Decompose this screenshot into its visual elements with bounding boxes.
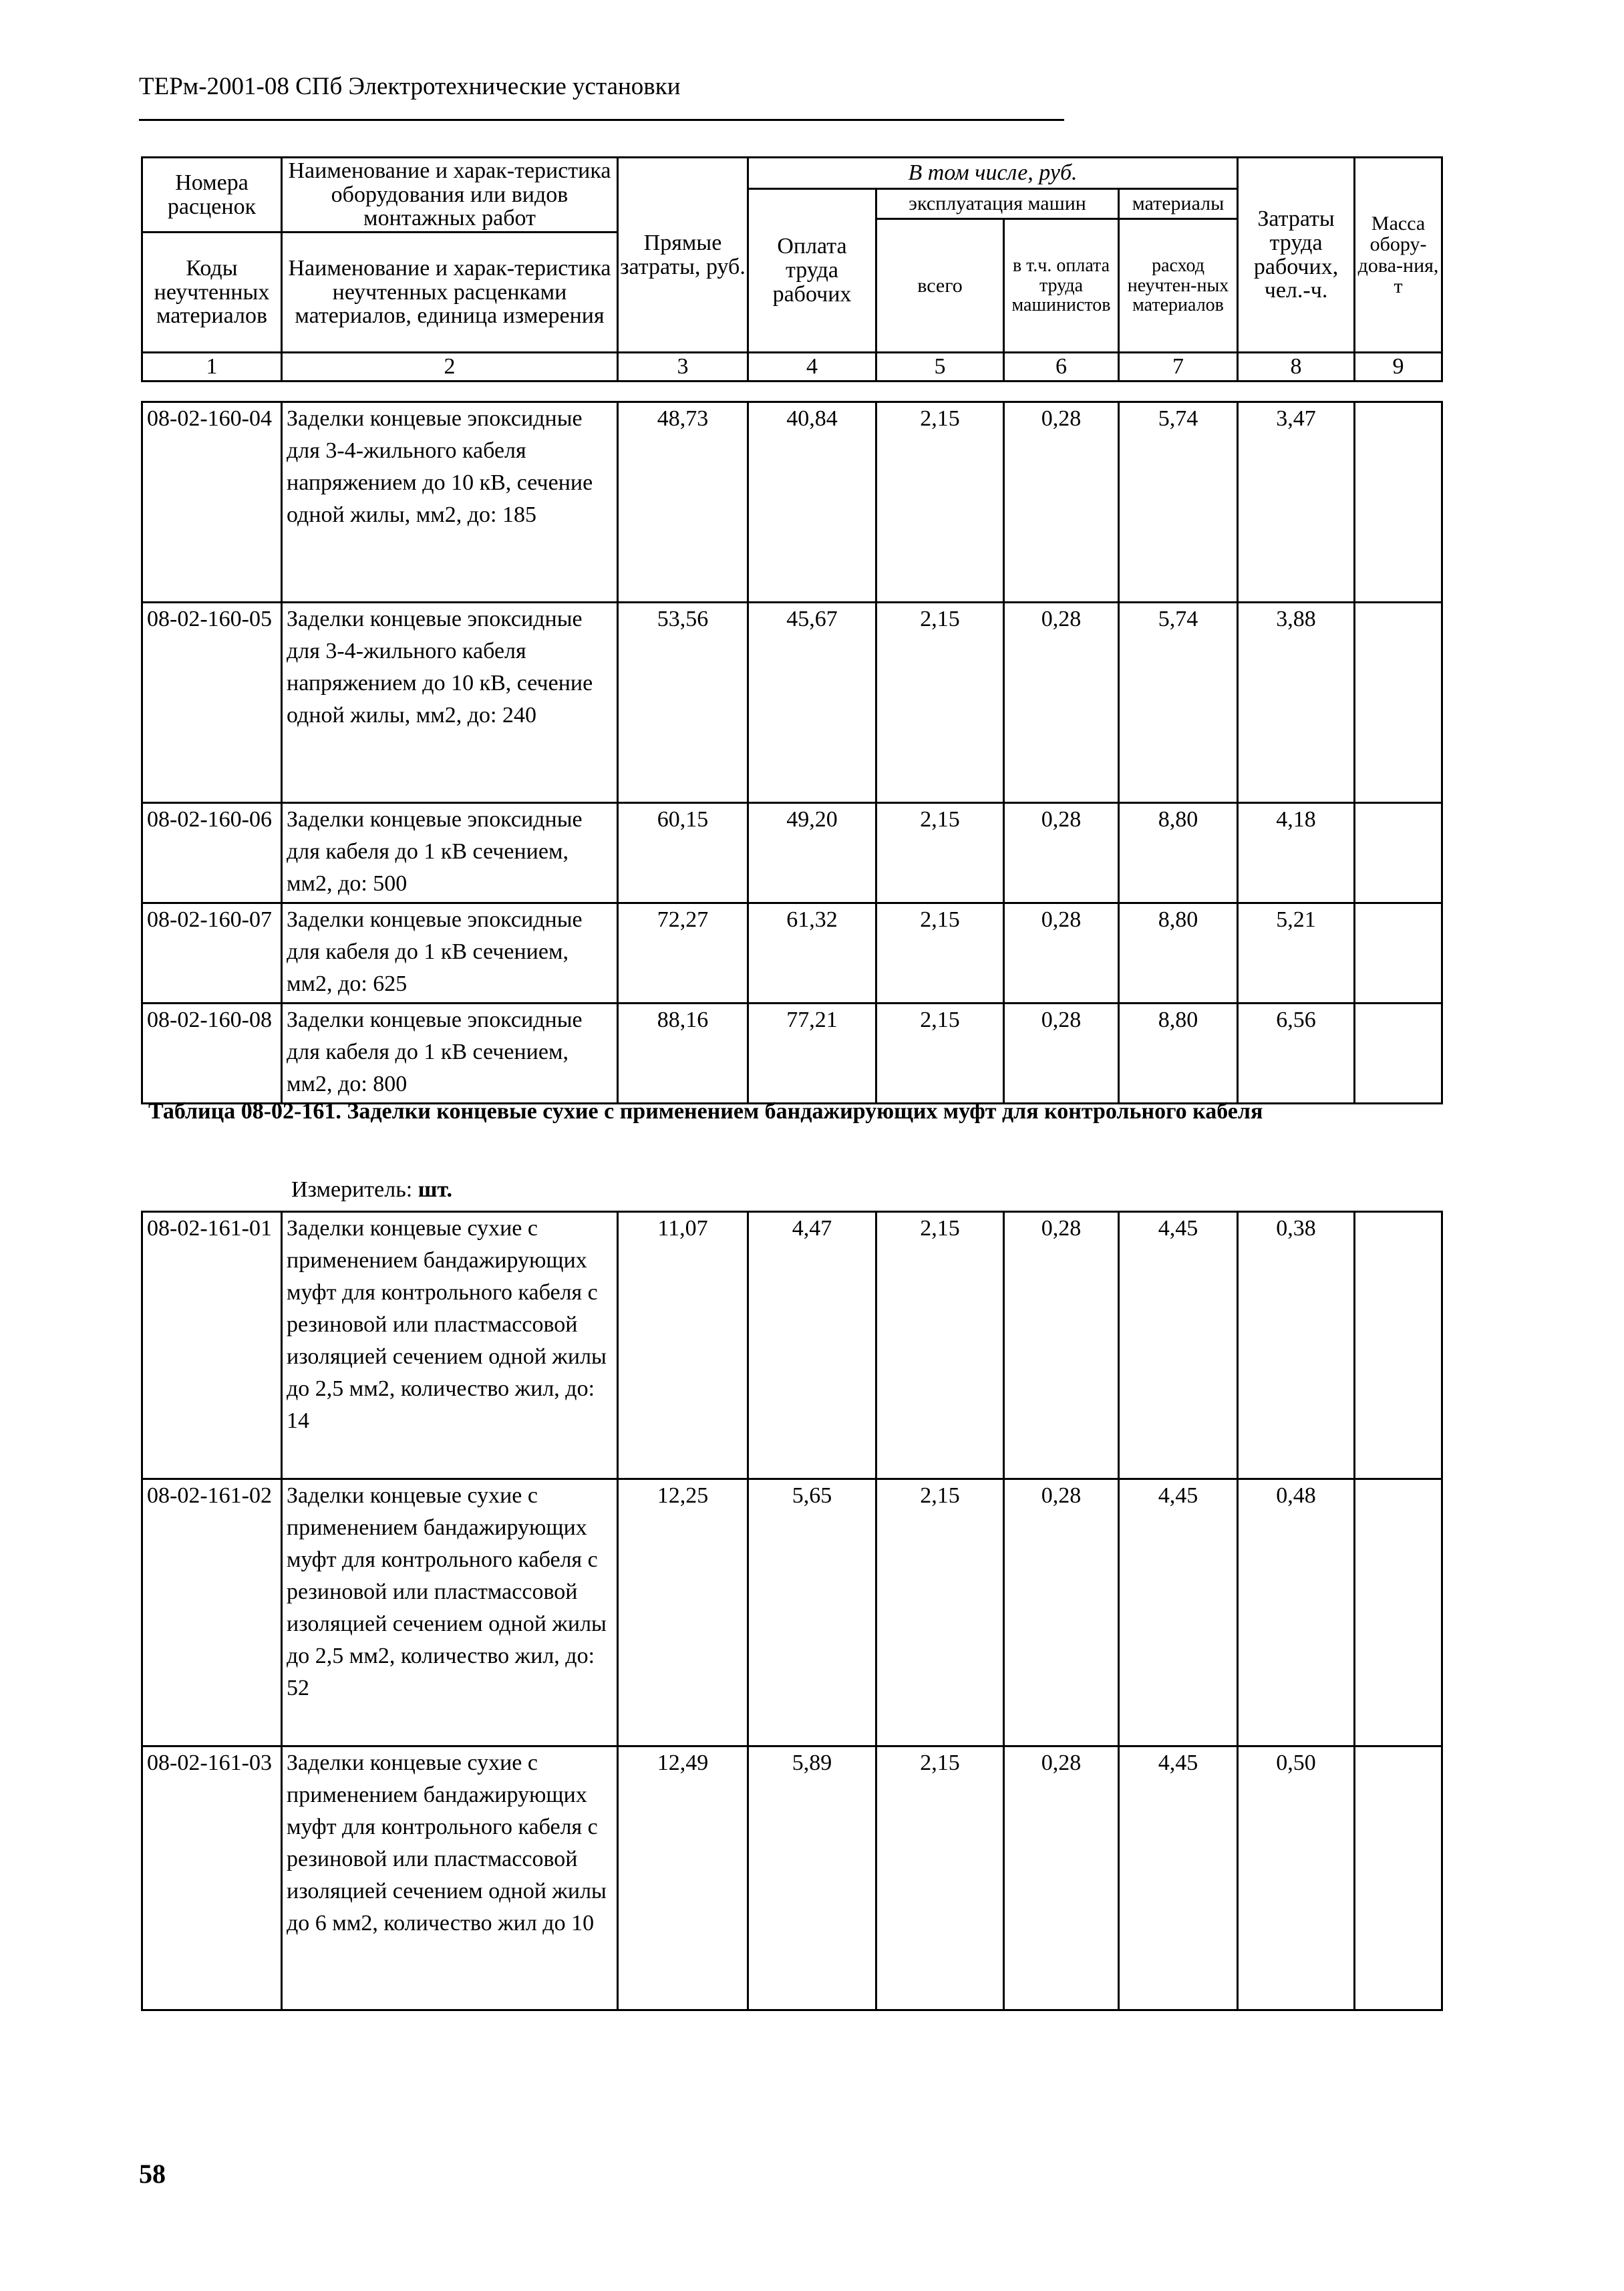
col-number: 3 xyxy=(618,353,748,381)
table-row xyxy=(142,1746,1442,2010)
labor-hours: 4,18 xyxy=(1238,803,1355,903)
table-row xyxy=(142,1479,1442,1746)
materials-cost: 8,80 xyxy=(1119,903,1238,1004)
operators-cost: 0,28 xyxy=(1004,903,1119,1004)
rate-name: Заделки концевые сухие с применением бандажирующих муфт для контрольного кабеля с резиновой или пластмассовой изоляцией сечением одной жилы до 2,5 мм2, количество жил, до: 52 xyxy=(282,1479,618,1746)
unit-label: Измеритель: xyxy=(291,1177,413,1202)
col-number: 8 xyxy=(1238,353,1355,381)
labor-cost: 4,47 xyxy=(748,1212,876,1479)
rate-name: Заделки концевые сухие с применением бандажирующих муфт для контрольного кабеля с резиновой или пластмассовой изоляцией сечением одной жилы до 2,5 мм2, количество жил, до: 14 xyxy=(282,1212,618,1479)
operators-cost: 0,28 xyxy=(1004,402,1119,603)
direct-cost: 60,15 xyxy=(618,803,748,903)
equipment-mass xyxy=(1355,903,1442,1004)
col-number: 1 xyxy=(142,353,282,381)
table-row xyxy=(142,402,1442,603)
labor-cost: 5,65 xyxy=(748,1479,876,1746)
col-number: 6 xyxy=(1004,353,1119,381)
machines-cost: 2,15 xyxy=(876,803,1004,903)
labor-hours: 0,48 xyxy=(1238,1479,1355,1746)
header-code-bottom: Коды неучтенных материалов xyxy=(142,233,282,353)
machines-cost: 2,15 xyxy=(876,1479,1004,1746)
rate-code: 08-02-160-08 xyxy=(142,1004,282,1104)
col-number: 2 xyxy=(282,353,618,381)
header-materials-used: расход неучтен-ных материалов xyxy=(1119,219,1238,353)
direct-cost: 48,73 xyxy=(618,402,748,603)
header-rule xyxy=(139,119,1064,121)
rate-name: Заделки концевые эпоксидные для 3-4-жильного кабеля напряжением до 10 кВ, сечение одной жилы, мм2, до: 240 xyxy=(282,603,618,803)
col-number: 4 xyxy=(748,353,876,381)
materials-cost: 8,80 xyxy=(1119,1004,1238,1104)
header-direct: Прямые затраты, руб. xyxy=(618,158,748,353)
equipment-mass xyxy=(1355,402,1442,603)
table-row xyxy=(142,603,1442,803)
labor-hours: 5,21 xyxy=(1238,903,1355,1004)
operators-cost: 0,28 xyxy=(1004,803,1119,903)
labor-hours: 0,50 xyxy=(1238,1746,1355,2010)
rates-table-160 xyxy=(141,401,1443,1104)
equipment-mass xyxy=(1355,1212,1442,1479)
operators-cost: 0,28 xyxy=(1004,603,1119,803)
table-caption: Таблица 08-02-161. Заделки концевые сухие с применением бандажирующих муфт для контрольного кабеля xyxy=(148,1099,1263,1124)
labor-hours: 3,88 xyxy=(1238,603,1355,803)
labor-cost: 5,89 xyxy=(748,1746,876,2010)
rate-code: 08-02-160-07 xyxy=(142,903,282,1004)
direct-cost: 12,25 xyxy=(618,1479,748,1746)
rate-code: 08-02-161-02 xyxy=(142,1479,282,1746)
operators-cost: 0,28 xyxy=(1004,1212,1119,1479)
header-labor: Оплата труда рабочих xyxy=(748,189,876,353)
rate-code: 08-02-160-06 xyxy=(142,803,282,903)
labor-cost: 61,32 xyxy=(748,903,876,1004)
labor-cost: 45,67 xyxy=(748,603,876,803)
equipment-mass xyxy=(1355,803,1442,903)
labor-hours: 6,56 xyxy=(1238,1004,1355,1104)
labor-hours: 3,47 xyxy=(1238,402,1355,603)
labor-hours: 0,38 xyxy=(1238,1212,1355,1479)
rate-name: Заделки концевые эпоксидные для 3-4-жильного кабеля напряжением до 10 кВ, сечение одной жилы, мм2, до: 185 xyxy=(282,402,618,603)
table-row xyxy=(142,803,1442,903)
labor-cost: 77,21 xyxy=(748,1004,876,1104)
unit-value: шт. xyxy=(418,1177,453,1202)
rates-table-161 xyxy=(141,1211,1443,2011)
table-row xyxy=(142,1212,1442,1479)
header-operators: в т.ч. оплата труда машинистов xyxy=(1004,219,1119,353)
rate-name: Заделки концевые эпоксидные для кабеля до 1 кВ сечением, мм2, до: 625 xyxy=(282,903,618,1004)
operators-cost: 0,28 xyxy=(1004,1746,1119,2010)
machines-cost: 2,15 xyxy=(876,1212,1004,1479)
machines-cost: 2,15 xyxy=(876,1746,1004,2010)
machines-cost: 2,15 xyxy=(876,903,1004,1004)
header-name-bottom: Наименование и харак-теристика неучтенных расценками материалов, единица измерения xyxy=(282,233,618,353)
materials-cost: 4,45 xyxy=(1119,1212,1238,1479)
materials-cost: 4,45 xyxy=(1119,1479,1238,1746)
running-header: ТЕРм-2001-08 СПб Электротехнические установки xyxy=(139,73,681,100)
rate-name: Заделки концевые эпоксидные для кабеля до 1 кВ сечением, мм2, до: 500 xyxy=(282,803,618,903)
materials-cost: 5,74 xyxy=(1119,402,1238,603)
operators-cost: 0,28 xyxy=(1004,1004,1119,1104)
equipment-mass xyxy=(1355,1004,1442,1104)
col-number: 5 xyxy=(876,353,1004,381)
materials-cost: 8,80 xyxy=(1119,803,1238,903)
page-number: 58 xyxy=(139,2159,166,2189)
materials-cost: 5,74 xyxy=(1119,603,1238,803)
col-number: 9 xyxy=(1355,353,1442,381)
equipment-mass xyxy=(1355,1479,1442,1746)
header-machines-total: всего xyxy=(876,219,1004,353)
equipment-mass xyxy=(1355,1746,1442,2010)
table-row xyxy=(142,903,1442,1004)
header-materials: материалы xyxy=(1119,189,1238,219)
direct-cost: 88,16 xyxy=(618,1004,748,1104)
table-row xyxy=(142,1004,1442,1104)
direct-cost: 12,49 xyxy=(618,1746,748,2010)
rate-code: 08-02-160-05 xyxy=(142,603,282,803)
direct-cost: 72,27 xyxy=(618,903,748,1004)
header-name-top: Наименование и харак-теристика оборудования или видов монтажных работ xyxy=(282,158,618,233)
direct-cost: 11,07 xyxy=(618,1212,748,1479)
rate-name: Заделки концевые сухие с применением бандажирующих муфт для контрольного кабеля с резиновой или пластмассовой изоляцией сечением одной жилы до 6 мм2, количество жил до 10 xyxy=(282,1746,618,2010)
rate-name: Заделки концевые эпоксидные для кабеля до 1 кВ сечением, мм2, до: 800 xyxy=(282,1004,618,1104)
header-mass: Масса обору-дова-ния, т xyxy=(1355,158,1442,353)
col-number: 7 xyxy=(1119,353,1238,381)
header-hours: Затраты труда рабочих, чел.-ч. xyxy=(1238,158,1355,353)
machines-cost: 2,15 xyxy=(876,1004,1004,1104)
header-code-top: Номера расценок xyxy=(142,158,282,233)
machines-cost: 2,15 xyxy=(876,402,1004,603)
direct-cost: 53,56 xyxy=(618,603,748,803)
operators-cost: 0,28 xyxy=(1004,1479,1119,1746)
column-header-table xyxy=(141,156,1443,382)
labor-cost: 49,20 xyxy=(748,803,876,903)
header-machines: эксплуатация машин xyxy=(876,189,1119,219)
machines-cost: 2,15 xyxy=(876,603,1004,803)
header-group: В том числе, руб. xyxy=(748,158,1238,189)
unit-of-measure xyxy=(291,1177,452,1203)
equipment-mass xyxy=(1355,603,1442,803)
rate-code: 08-02-161-03 xyxy=(142,1746,282,2010)
materials-cost: 4,45 xyxy=(1119,1746,1238,2010)
rate-code: 08-02-161-01 xyxy=(142,1212,282,1479)
rate-code: 08-02-160-04 xyxy=(142,402,282,603)
labor-cost: 40,84 xyxy=(748,402,876,603)
